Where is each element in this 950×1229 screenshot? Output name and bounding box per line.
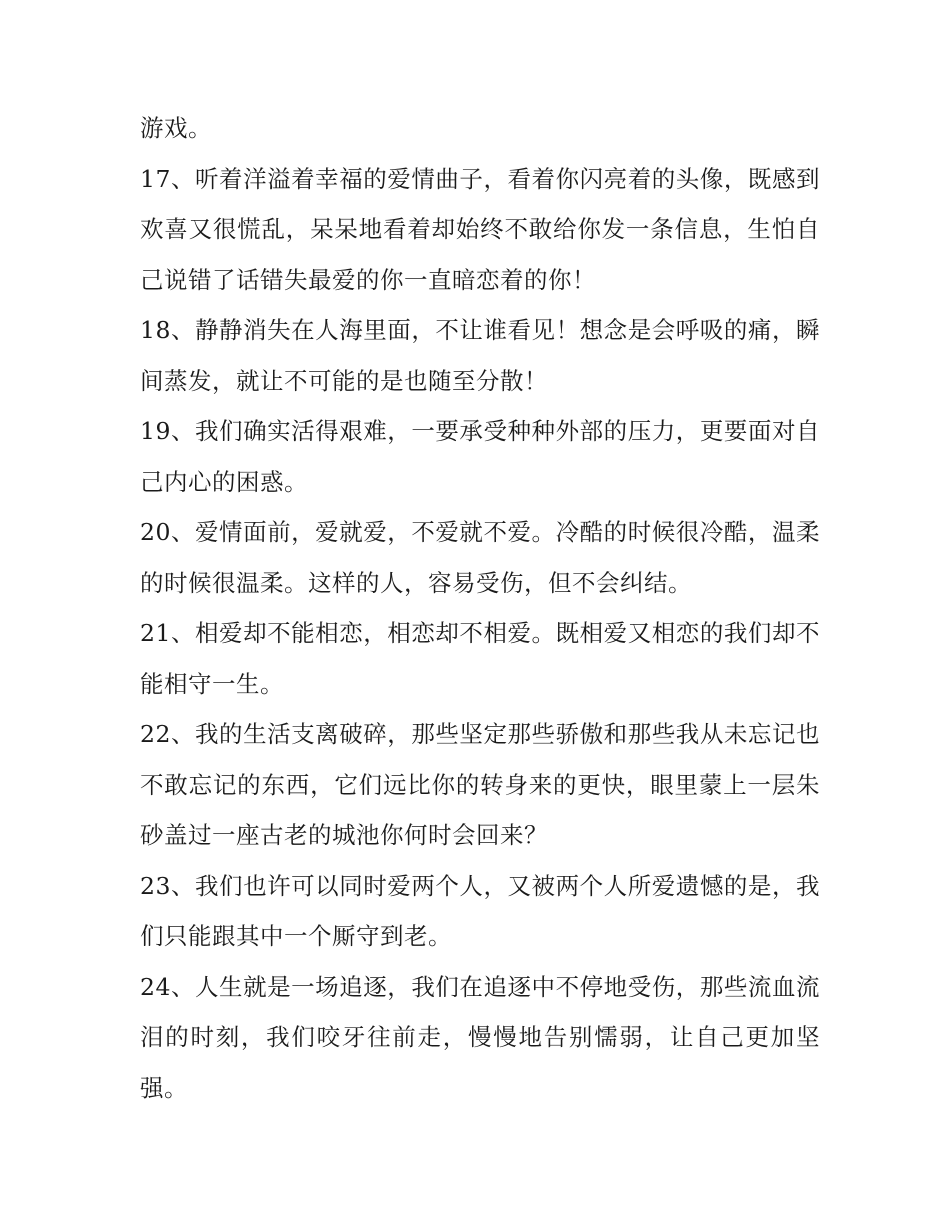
paragraph-22: 22、我的生活支离破碎，那些坚定那些骄傲和那些我从未忘记也不敢忘记的东西，它们远比你的转身来的更快，眼里蒙上一层朱砂盖过一座古老的城池你何时会回来？: [140, 720, 820, 849]
paragraph-21: 21、相爱却不能相恋，相恋却不相爱。既相爱又相恋的我们却不能相守一生。: [140, 619, 820, 698]
paragraph-23: 23、我们也许可以同时爱两个人，又被两个人所爱遗憾的是，我们只能跟其中一个厮守到老。: [140, 871, 820, 950]
document-body: [140, 103, 820, 1113]
paragraph-17: 17、听着洋溢着幸福的爱情曲子，看着你闪亮着的头像，既感到欢喜又很慌乱，呆呆地看着却始终不敢给你发一条信息，生怕自己说错了话错失最爱的你一直暗恋着的你！: [140, 164, 820, 294]
paragraph-continuation: 游戏。: [140, 114, 212, 142]
paragraph-19: 19、我们确实活得艰难，一要承受种种外部的压力，更要面对自己内心的困惑。: [140, 417, 820, 496]
paragraph-18: 18、静静消失在人海里面，不让谁看见！想念是会呼吸的痛，瞬间蒸发，就让不可能的是也随至分散！: [140, 316, 820, 395]
paragraph-20: 20、爱情面前，爱就爱，不爱就不爱。冷酷的时候很冷酷，温柔的时候很温柔。这样的人，容易受伤，但不会纠结。: [140, 518, 820, 597]
paragraph-24: 24、人生就是一场追逐，我们在追逐中不停地受伤，那些流血流泪的时刻，我们咬牙往前走，慢慢地告别懦弱，让自己更加坚强。: [140, 972, 820, 1102]
